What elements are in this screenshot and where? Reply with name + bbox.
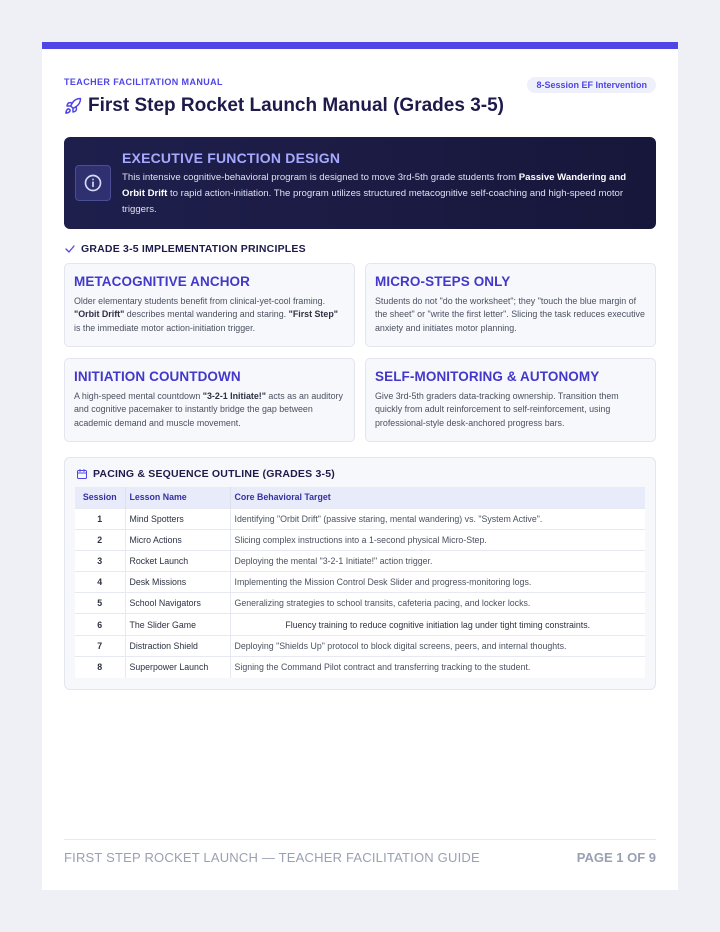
check-icon (64, 243, 76, 255)
session-cell: 2 (75, 529, 125, 550)
session-cell: 8 (75, 656, 125, 677)
pacing-table (75, 487, 645, 678)
card-text: Students do not "do the worksheet"; they "touch the blue margin of the sheet" or "write the first letter". Slicing the task reduces executive anxiety and initiates motor planning. (375, 296, 645, 333)
principle-card-micro-steps (365, 263, 656, 347)
info-icon-box (75, 165, 111, 201)
lesson-cell: School Navigators (125, 593, 230, 614)
table-row (75, 656, 645, 677)
card-text: A high-speed mental countdown "3-2-1 Initiate!" acts as an auditory and cognitive pacemaker to instantly bridge the gap between academic demand and muscle movement. (74, 391, 343, 428)
session-cell: 7 (75, 635, 125, 656)
lesson-cell: Mind Spotters (125, 508, 230, 529)
target-cell: Fluency training to reduce cognitive initiation lag under tight timing constraints. (230, 614, 645, 635)
page-header (64, 77, 656, 117)
target-cell: Slicing complex instructions into a 1-second physical Micro-Step. (230, 529, 645, 550)
principle-card-metacognitive-anchor (64, 263, 355, 347)
table-header-row (75, 487, 645, 508)
card-title: INITIATION COUNTDOWN (74, 369, 241, 384)
footer-guide-title: FIRST STEP ROCKET LAUNCH — TEACHER FACILITATION GUIDE (64, 850, 480, 865)
lesson-cell: The Slider Game (125, 614, 230, 635)
banner-title: EXECUTIVE FUNCTION DESIGN (122, 150, 341, 166)
session-cell: 6 (75, 614, 125, 635)
session-cell: 4 (75, 572, 125, 593)
table-row (75, 508, 645, 529)
lesson-cell: Micro Actions (125, 529, 230, 550)
principles-heading: GRADE 3-5 IMPLEMENTATION PRINCIPLES (64, 243, 656, 255)
page-footer (64, 839, 656, 865)
manual-page (42, 42, 678, 890)
target-cell: Identifying "Orbit Drift" (passive staring, mental wandering) vs. "System Active". (230, 508, 645, 529)
page-number: PAGE 1 OF 9 (576, 850, 656, 865)
rocket-icon (64, 97, 82, 115)
lesson-cell: Rocket Launch (125, 550, 230, 571)
banner-text: This intensive cognitive-behavioral program is designed to move 3rd-5th grade students from Passive Wandering and Orbit Drift to rapid action-initiation. The program utilizes structured metacognitive self-coaching and high-speed motor triggers. (122, 172, 627, 215)
lesson-cell: Distraction Shield (125, 635, 230, 656)
card-title: SELF-MONITORING & AUTONOMY (375, 369, 600, 384)
column-header: Core Behavioral Target (234, 492, 331, 503)
target-cell: Generalizing strategies to school transits, cafeteria pacing, and locker locks. (230, 593, 645, 614)
card-text: Give 3rd-5th graders data-tracking ownership. Transition them quickly from adult reinforcement to self-reinforcement, using professional-style desk-anchored progress bars. (375, 391, 619, 428)
executive-function-banner (64, 137, 656, 229)
column-header: Lesson Name (125, 487, 230, 508)
table-row (75, 593, 645, 614)
principle-card-initiation-countdown (64, 358, 355, 442)
principle-card-self-monitoring (365, 358, 656, 442)
target-cell: Deploying the mental "3-2-1 Initiate!" action trigger. (230, 550, 645, 571)
eyebrow-label: TEACHER FACILITATION MANUAL (64, 77, 223, 87)
table-row (75, 635, 645, 656)
target-cell: Implementing the Mission Control Desk Slider and progress-monitoring logs. (230, 572, 645, 593)
session-cell: 5 (75, 593, 125, 614)
info-icon (83, 173, 103, 193)
principles-grid (64, 263, 656, 442)
session-badge: 8-Session EF Intervention (527, 77, 656, 93)
card-text: Older elementary students benefit from clinical-yet-cool framing. "Orbit Drift" describes mental wandering and staring. "First Step" is the immediate motor action-initiation trigger. (74, 296, 338, 333)
top-accent-bar (42, 42, 678, 49)
session-cell: 1 (75, 508, 125, 529)
session-cell: 3 (75, 550, 125, 571)
table-row (75, 614, 645, 635)
pacing-heading: PACING & SEQUENCE OUTLINE (GRADES 3-5) (76, 468, 645, 480)
lesson-cell: Superpower Launch (125, 656, 230, 677)
card-title: MICRO-STEPS ONLY (375, 274, 511, 289)
card-title: METACOGNITIVE ANCHOR (74, 274, 250, 289)
target-cell: Deploying "Shields Up" protocol to block digital screens, peers, and internal thoughts. (230, 635, 645, 656)
table-row (75, 572, 645, 593)
lesson-cell: Desk Missions (125, 572, 230, 593)
page-title: First Step Rocket Launch Manual (Grades 3-5) (88, 95, 504, 116)
target-cell: Signing the Command Pilot contract and transferring tracking to the student. (230, 656, 645, 677)
pacing-section (64, 457, 656, 690)
table-row (75, 550, 645, 571)
calendar-icon (76, 468, 88, 480)
column-header: Session (75, 487, 125, 508)
table-row (75, 529, 645, 550)
